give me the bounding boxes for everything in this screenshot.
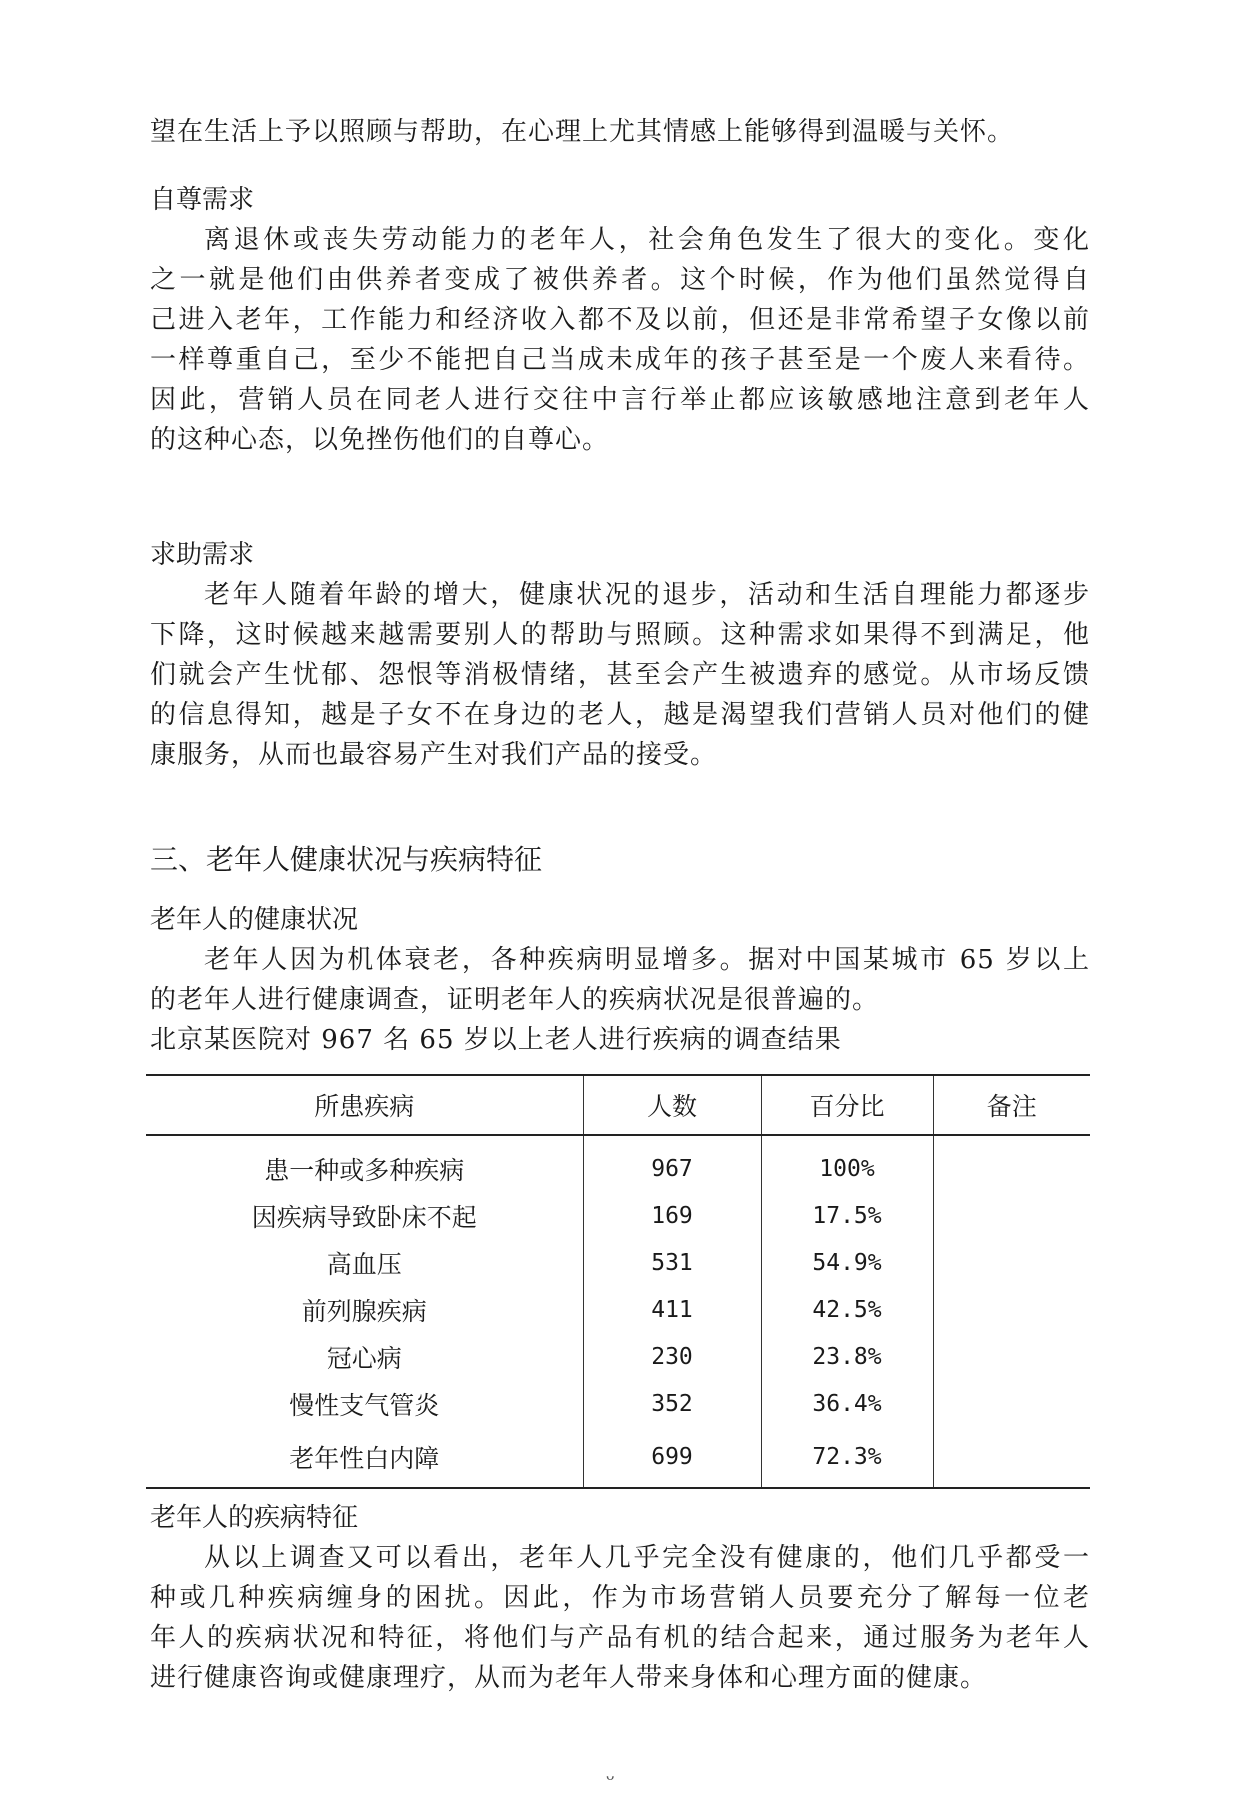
column-header-disease: 所患疾病: [146, 1075, 583, 1135]
paragraph-line: 己进入老年，工作能力和经济收入都不及以前，但还是非常希望子女像以前: [150, 305, 1090, 335]
paragraph-line: 年人的疾病状况和特征，将他们与产品有机的结合起来，通过服务为老年人: [150, 1623, 1090, 1653]
table-row: [146, 1380, 1090, 1427]
paragraph-line: 之一就是他们由供养者变成了被供养者。这个时候，作为他们虽然觉得自: [150, 265, 1090, 295]
cell-percent: 100%: [761, 1135, 933, 1192]
table-row: [146, 1427, 1090, 1488]
health-status-heading: 老年人的健康状况: [150, 905, 359, 935]
cell-count: 531: [583, 1239, 761, 1286]
disease-features-heading: 老年人的疾病特征: [150, 1503, 359, 1533]
cell-note: [933, 1333, 1090, 1380]
cell-count: 169: [583, 1192, 761, 1239]
self-respect-section: [150, 180, 1090, 460]
help-seeking-section: [150, 535, 1090, 775]
paragraph-line: 的信息得知，越是子女不在身边的老人，越是渴望我们营销人员对他们的健: [150, 700, 1090, 730]
paragraph-line: 的这种心态，以免挫伤他们的自尊心。: [150, 425, 610, 455]
table-caption: 北京某医院对 967 名 65 岁以上老人进行疾病的调查结果: [150, 1025, 842, 1055]
cell-note: [933, 1239, 1090, 1286]
cell-percent: 23.8%: [761, 1333, 933, 1380]
paragraph-line: 康服务，从而也最容易产生对我们产品的接受。: [150, 740, 718, 770]
disease-features-paragraph: [150, 1538, 1090, 1698]
intro-line: 望在生活上予以照顾与帮助，在心理上尤其情感上能够得到温暖与关怀。: [150, 117, 1015, 147]
paragraph-line: 们就会产生忧郁、怨恨等消极情绪，甚至会产生被遗弃的感觉。从市场反馈: [150, 660, 1090, 690]
intro-paragraph: [150, 112, 1090, 152]
health-status-section: [150, 900, 1090, 1060]
paragraph-line: 种或几种疾病缠身的困扰。因此，作为市场营销人员要充分了解每一位老: [150, 1583, 1090, 1613]
cell-count: 699: [583, 1427, 761, 1488]
cell-note: [933, 1427, 1090, 1488]
survey-table: [146, 1074, 1090, 1489]
help-seeking-heading: 求助需求: [150, 540, 255, 570]
section-three: [150, 838, 1090, 882]
cell-percent: 54.9%: [761, 1239, 933, 1286]
disease-features-section: [150, 1498, 1090, 1698]
paragraph-line: 从以上调查又可以看出，老年人几乎完全没有健康的，他们几乎都受一: [204, 1543, 1090, 1573]
cell-disease: 老年性白内障: [146, 1427, 583, 1488]
cell-percent: 36.4%: [761, 1380, 933, 1427]
page-mark: ᴗ: [606, 1768, 615, 1784]
table-row: [146, 1192, 1090, 1239]
table-row: [146, 1239, 1090, 1286]
paragraph-line: 老年人随着年龄的增大，健康状况的退步，活动和生活自理能力都逐步: [204, 580, 1090, 610]
cell-note: [933, 1286, 1090, 1333]
cell-disease: 因疾病导致卧床不起: [251, 1202, 477, 1232]
self-respect-heading: 自尊需求: [150, 185, 255, 215]
table-row: [146, 1333, 1090, 1380]
cell-count: 352: [583, 1380, 761, 1427]
column-header-note: 备注: [933, 1075, 1090, 1135]
cell-count: 230: [583, 1333, 761, 1380]
table-header-row: [146, 1075, 1090, 1135]
cell-disease: 冠心病: [326, 1343, 402, 1373]
paragraph-line: 一样尊重自己，至少不能把自己当成未成年的孩子甚至是一个废人来看待。: [150, 345, 1090, 375]
paragraph-line: 下降，这时候越来越需要别人的帮助与照顾。这种需求如果得不到满足，他: [150, 620, 1090, 650]
cell-percent: 42.5%: [761, 1286, 933, 1333]
paragraph-line: 进行健康咨询或健康理疗，从而为老年人带来身体和心理方面的健康。: [150, 1663, 988, 1693]
paragraph-line: 老年人因为机体衰老，各种疾病明显增多。据对中国某城市 65 岁以上: [204, 945, 1090, 975]
cell-disease: 高血压: [326, 1249, 402, 1279]
column-header-count: 人数: [583, 1075, 761, 1135]
cell-note: [933, 1380, 1090, 1427]
column-header-percent: 百分比: [761, 1075, 933, 1135]
cell-percent: 17.5%: [761, 1192, 933, 1239]
section-title: 三、老年人健康状况与疾病特征: [150, 843, 543, 876]
help-seeking-paragraph: [150, 575, 1090, 775]
paragraph-line: 因此，营销人员在同老人进行交往中言行举止都应该敏感地注意到老年人: [150, 385, 1090, 415]
paragraph-line: 的老年人进行健康调查，证明老年人的疾病状况是很普遍的。: [150, 985, 880, 1015]
self-respect-paragraph: [150, 220, 1090, 460]
cell-count: 967: [583, 1135, 761, 1192]
cell-disease: 慢性支气管炎: [289, 1390, 440, 1420]
table-row: [146, 1286, 1090, 1333]
cell-percent: 72.3%: [761, 1427, 933, 1488]
paragraph-line: 离退休或丧失劳动能力的老年人，社会角色发生了很大的变化。变化: [204, 225, 1090, 255]
table-row: [146, 1135, 1090, 1192]
survey-table-container: [146, 1074, 1090, 1489]
cell-disease: 患一种或多种疾病: [264, 1155, 465, 1185]
cell-disease: 前列腺疾病: [301, 1296, 427, 1326]
cell-count: 411: [583, 1286, 761, 1333]
cell-note: [933, 1135, 1090, 1192]
cell-note: [933, 1192, 1090, 1239]
